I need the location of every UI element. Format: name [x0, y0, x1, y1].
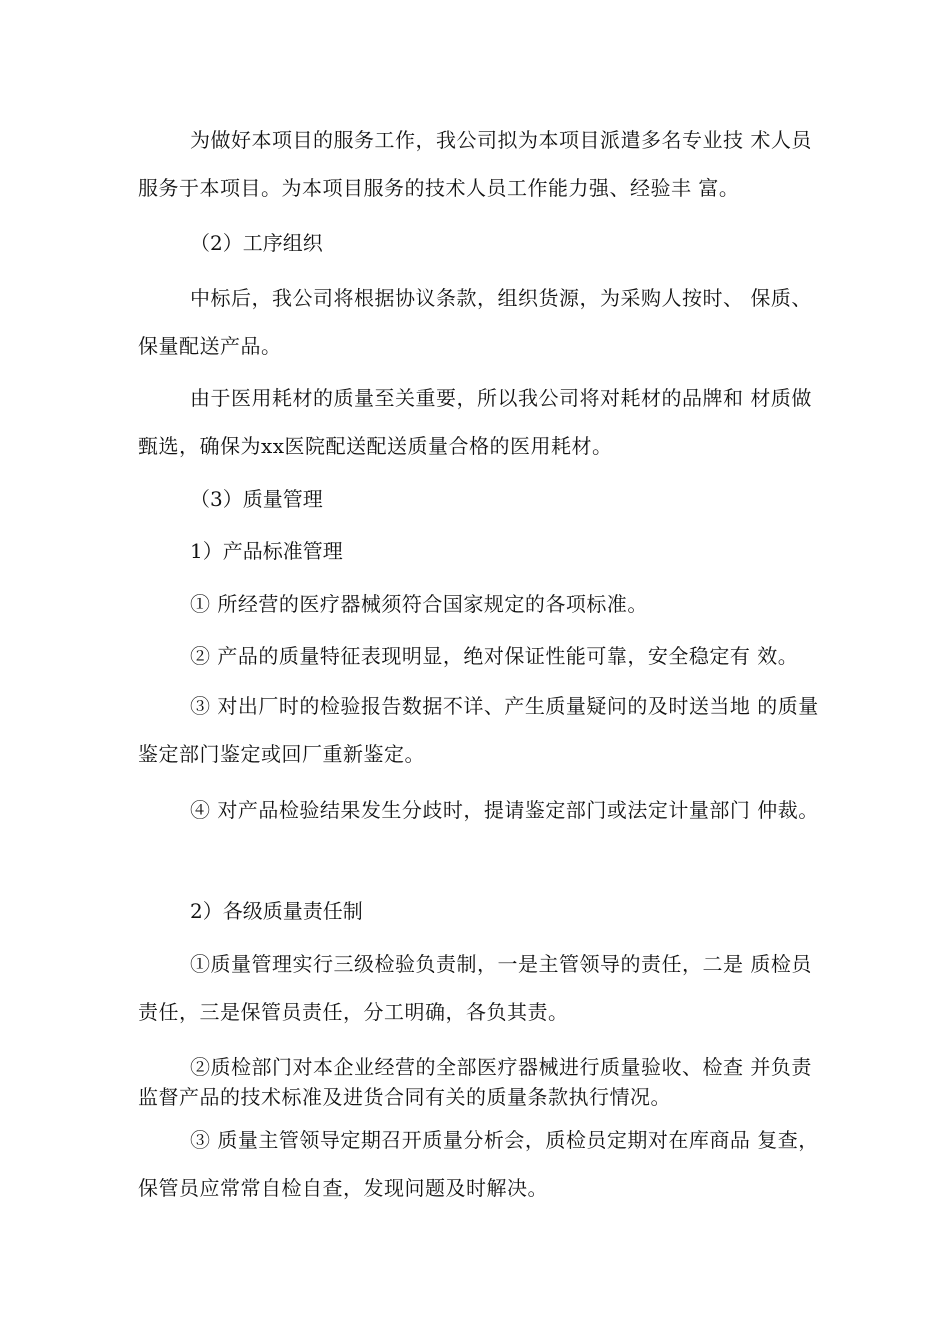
list-item-responsibility-3: ③ 质量主管领导定期召开质量分析会，质检员定期对在库商品 复查，保管员应常常自检自查，发现问题及时解决。 [138, 1128, 819, 1200]
list-item-standard-3: ③ 对出厂时的检验报告数据不详、产生质量疑问的及时送当地 的质量鉴定部门鉴定或回厂重新鉴定。 [138, 694, 819, 766]
heading-process-organization: （2）工序组织 [190, 231, 323, 255]
heading-product-standard: 1）产品标准管理 [190, 539, 343, 563]
list-item-standard-4: ④ 对产品检验结果发生分歧时，提请鉴定部门或法定计量部门 仲裁。 [190, 798, 819, 822]
list-item-responsibility-1: ①质量管理实行三级检验负责制，一是主管领导的责任，二是 质检员责任，三是保管员责任，分工明确，各负其责。 [138, 952, 812, 1024]
heading-responsibility-system: 2）各级质量责任制 [190, 899, 363, 923]
list-item-standard-2: ② 产品的质量特征表现明显，绝对保证性能可靠，安全稳定有 效。 [190, 644, 799, 668]
heading-quality-management: （3）质量管理 [190, 487, 323, 511]
list-item-responsibility-2: ②质检部门对本企业经营的全部医疗器械进行质量验收、检查 并负责监督产品的技术标准及进货合同有关的质量条款执行情况。 [138, 1055, 812, 1109]
paragraph-material-selection: 由于医用耗材的质量至关重要，所以我公司将对耗材的品牌和 材质做甄选，确保为xx医院配送配送质量合格的医用耗材。 [138, 386, 812, 458]
list-item-standard-1: ① 所经营的医疗器械须符合国家规定的各项标准。 [190, 592, 648, 616]
paragraph-delivery: 中标后，我公司将根据协议条款，组织货源，为采购人按时、 保质、保量配送产品。 [138, 286, 812, 358]
paragraph-staffing: 为做好本项目的服务工作，我公司拟为本项目派遣多名专业技 术人员服务于本项目。为本项目服务的技术人员工作能力强、经验丰 富。 [138, 128, 812, 200]
